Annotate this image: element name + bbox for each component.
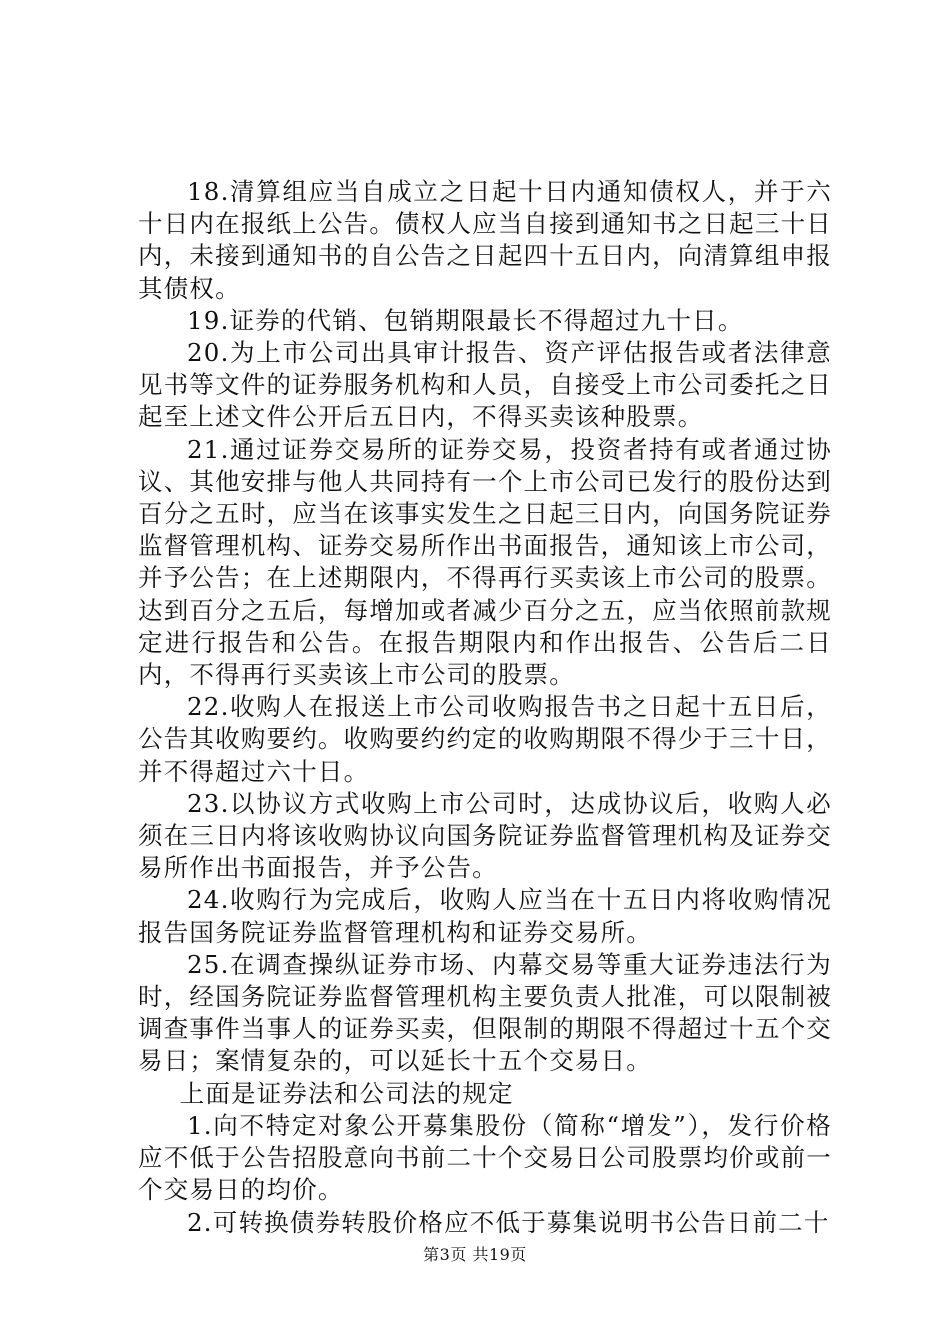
document-body (138, 176, 832, 1239)
paragraph-24: 24.收购行为完成后，收购人应当在十五日内将收购情况报告国务院证券监督管理机构和证券交易所。 (138, 885, 832, 947)
paragraph-22: 22.收购人在报送上市公司收购报告书之日起十五日后，公告其收购要约。收购要约约定的收购期限不得少于三十日，并不得超过六十日。 (138, 692, 832, 786)
paragraph-19: 19.证券的代销、包销期限最长不得超过九十日。 (187, 305, 744, 335)
paragraph-23: 23.以协议方式收购上市公司时，达成协议后，收购人必须在三日内将该收购协议向国务院证券监督管理机构及证券交易所作出书面报告，并予公告。 (138, 788, 832, 883)
paragraph-18: 18.清算组应当自成立之日起十日内通知债权人，并于六十日内在报纸上公告。债权人应当自接到通知书之日起三十日内，未接到通知书的自公告之日起四十五日内，向清算组申报其债权。 (138, 177, 832, 303)
section-summary-line: 上面是证券法和公司法的规定 (179, 1078, 514, 1108)
paragraph-1: 1.向不特定对象公开募集股份（简称“增发”），发行价格应不低于公告招股意向书前二十个交易日公司股票均价或前一个交易日的均价。 (138, 1110, 832, 1205)
paragraph-2: 2.可转换债券转股价格应不低于募集说明书公告日前二十 (187, 1207, 830, 1237)
paragraph-20: 20.为上市公司出具审计报告、资产评估报告或者法律意见书等文件的证券服务机构和人员，自接受上市公司委托之日起至上述文件公开后五日内，不得买卖该种股票。 (138, 338, 832, 432)
paragraph-25: 25.在调查操纵证券市场、内幕交易等重大证券违法行为时，经国务院证券监督管理机构主要负责人批准，可以限制被调查事件当事人的证券买卖，但限制的期限不得超过十五个交易日；案情复杂的，可以延长十五个交易日。 (138, 949, 832, 1076)
page-number-footer: 第3页 共19页 (423, 1245, 527, 1264)
paragraph-21: 21.通过证券交易所的证券交易，投资者持有或者通过协议、其他安排与他人共同持有一个上市公司已发行的股份达到百分之五时，应当在该事实发生之日起三日内，向国务院证券监督管理机构、证券交易所作出书面报告，通知该上市公司，并予公告；在上述期限内，不得再行买卖该上市公司的股票。达到百分之五后，每增加或者减少百分之五，应当依照前款规定进行报告和公告。在报告期限内和作出报告、公告后二日内，不得再行买卖该上市公司的股票。 (138, 434, 832, 690)
